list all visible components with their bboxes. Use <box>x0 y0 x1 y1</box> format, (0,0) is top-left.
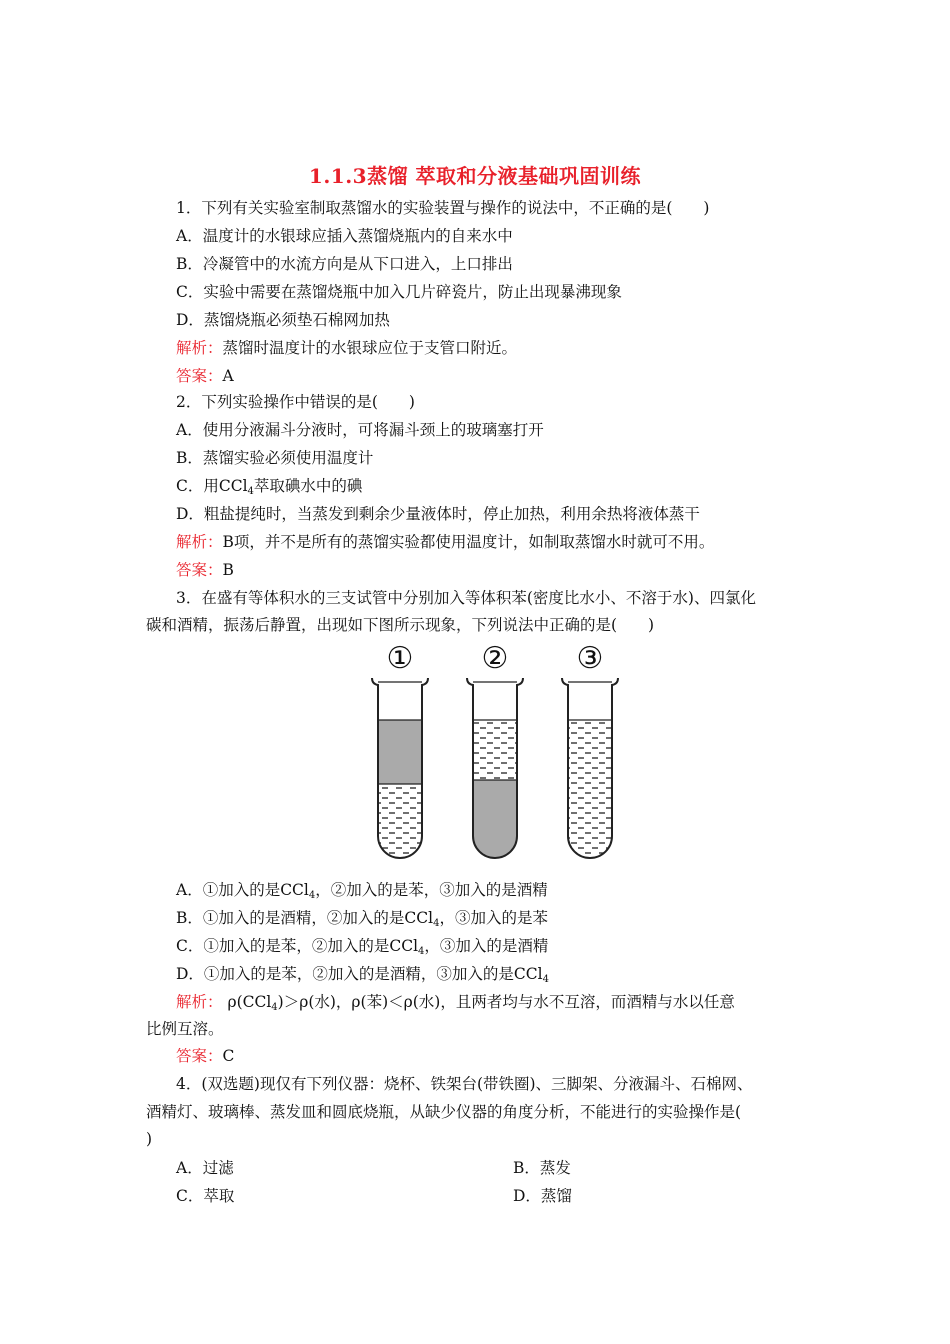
q2-analysis <box>176 532 714 552</box>
q1-option-b: B．冷凝管中的水流方向是从下口进入，上口排出 <box>176 255 513 273</box>
q2-answer-value: B <box>222 561 234 579</box>
test-tubes-figure <box>360 640 650 870</box>
q4-stem-line2: 酒精灯、玻璃棒、蒸发皿和圆底烧瓶，从缺少仪器的角度分析，不能进行的实验操作是( <box>146 1103 742 1121</box>
q3-option-a-post: ，②加入的是苯，③加入的是酒精 <box>315 881 548 899</box>
tube-2-label: ② <box>481 641 509 676</box>
q1-analysis <box>176 338 517 358</box>
q3-analysis-pre: ρ(CCl <box>227 993 272 1011</box>
q4-stem-line3: ) <box>146 1130 153 1148</box>
q3-option-d-pre: D．①加入的是苯，②加入的是酒精，③加入的是CCl <box>176 965 543 983</box>
q3-option-c-post: ，③加入的是酒精 <box>424 937 549 955</box>
q3-option-c <box>176 936 548 956</box>
q1-analysis-text: 蒸馏时温度计的水银球应位于支管口附近。 <box>222 339 518 357</box>
q4-option-c: C．萃取 <box>176 1187 235 1205</box>
q2-option-c-pre: C．用CCl <box>176 477 248 495</box>
q3-answer-value: C <box>222 1047 235 1065</box>
q1-option-d: D．蒸馏烧瓶必须垫石棉网加热 <box>176 311 390 329</box>
q4-option-d: D．蒸馏 <box>513 1187 572 1205</box>
q3-analysis <box>176 992 735 1012</box>
q3-option-b-pre: B．①加入的是酒精，②加入的是CCl <box>176 909 434 927</box>
q2-answer <box>176 560 234 580</box>
q2-analysis-label: 解析： <box>176 533 223 551</box>
q2-option-c-sub: 4 <box>247 486 254 497</box>
q3-option-b <box>176 908 548 928</box>
q3-option-d <box>176 964 549 984</box>
q3-analysis-line2: 比例互溶。 <box>146 1020 224 1038</box>
q3-option-b-sub: 4 <box>433 918 440 929</box>
test-tube-2 <box>473 720 517 864</box>
q3-stem-line1: 3．在盛有等体积水的三支试管中分别加入等体积苯(密度比水小、不溶于水)、四氯化 <box>176 589 756 607</box>
tube-1-label: ① <box>386 641 414 676</box>
q2-option-b: B．蒸馏实验必须使用温度计 <box>176 449 374 467</box>
q2-option-d: D．粗盐提纯时，当蒸发到剩余少量液体时，停止加热，利用余热将液体蒸干 <box>176 505 700 523</box>
q2-answer-label: 答案： <box>176 561 223 579</box>
q3-option-a-pre: A．①加入的是CCl <box>176 881 309 899</box>
q4-option-b: B．蒸发 <box>513 1159 571 1177</box>
q3-analysis-sub: 4 <box>271 1002 278 1013</box>
test-tube-3 <box>568 720 612 864</box>
q4-stem-line1: 4．(双选题)现仅有下列仪器：烧杯、铁架台(带铁圈)、三脚架、分液漏斗、石棉网、 <box>176 1075 753 1093</box>
q3-option-d-sub: 4 <box>542 974 549 985</box>
q1-analysis-label: 解析： <box>176 339 223 357</box>
q3-option-a <box>176 880 548 900</box>
q2-option-c <box>176 476 362 496</box>
q3-stem-line2: 碳和酒精，振荡后静置，出现如下图所示现象，下列说法中正确的是( ) <box>146 616 655 634</box>
q3-analysis-label: 解析： <box>176 993 223 1011</box>
q1-answer <box>176 366 234 386</box>
q4-option-a: A．过滤 <box>176 1159 234 1177</box>
test-tube-1 <box>378 720 422 864</box>
q3-option-b-post: ，③加入的是苯 <box>439 909 548 927</box>
q1-answer-label: 答案： <box>176 367 223 385</box>
q2-stem: 2．下列实验操作中错误的是( ) <box>176 393 415 411</box>
q2-option-a: A．使用分液漏斗分液时，可将漏斗颈上的玻璃塞打开 <box>176 421 544 439</box>
page-title: 1.1.3蒸馏 萃取和分液基础巩固训练 <box>308 164 642 188</box>
q3-option-a-sub: 4 <box>308 890 316 901</box>
q1-stem: 1．下列有关实验室制取蒸馏水的实验装置与操作的说法中，不正确的是( ) <box>176 199 710 217</box>
q2-option-c-post: 萃取碘水中的碘 <box>253 477 363 495</box>
tube-3-label: ③ <box>576 641 604 676</box>
q1-option-c: C．实验中需要在蒸馏烧瓶中加入几片碎瓷片，防止出现暴沸现象 <box>176 283 622 301</box>
q3-option-c-pre: C．①加入的是苯，②加入的是CCl <box>176 937 419 955</box>
q1-answer-value: A <box>222 367 234 385</box>
q3-answer <box>176 1046 234 1066</box>
q2-analysis-text: B项，并不是所有的蒸馏实验都使用温度计，如制取蒸馏水时就可不用。 <box>222 533 715 551</box>
q3-analysis-post: )＞ρ(水)，ρ(苯)＜ρ(水)，且两者均与水不互溶，而酒精与水以任意 <box>277 993 735 1011</box>
q3-option-c-sub: 4 <box>418 946 425 957</box>
q1-option-a: A．温度计的水银球应插入蒸馏烧瓶内的自来水中 <box>176 227 513 245</box>
q3-answer-label: 答案： <box>176 1047 223 1065</box>
